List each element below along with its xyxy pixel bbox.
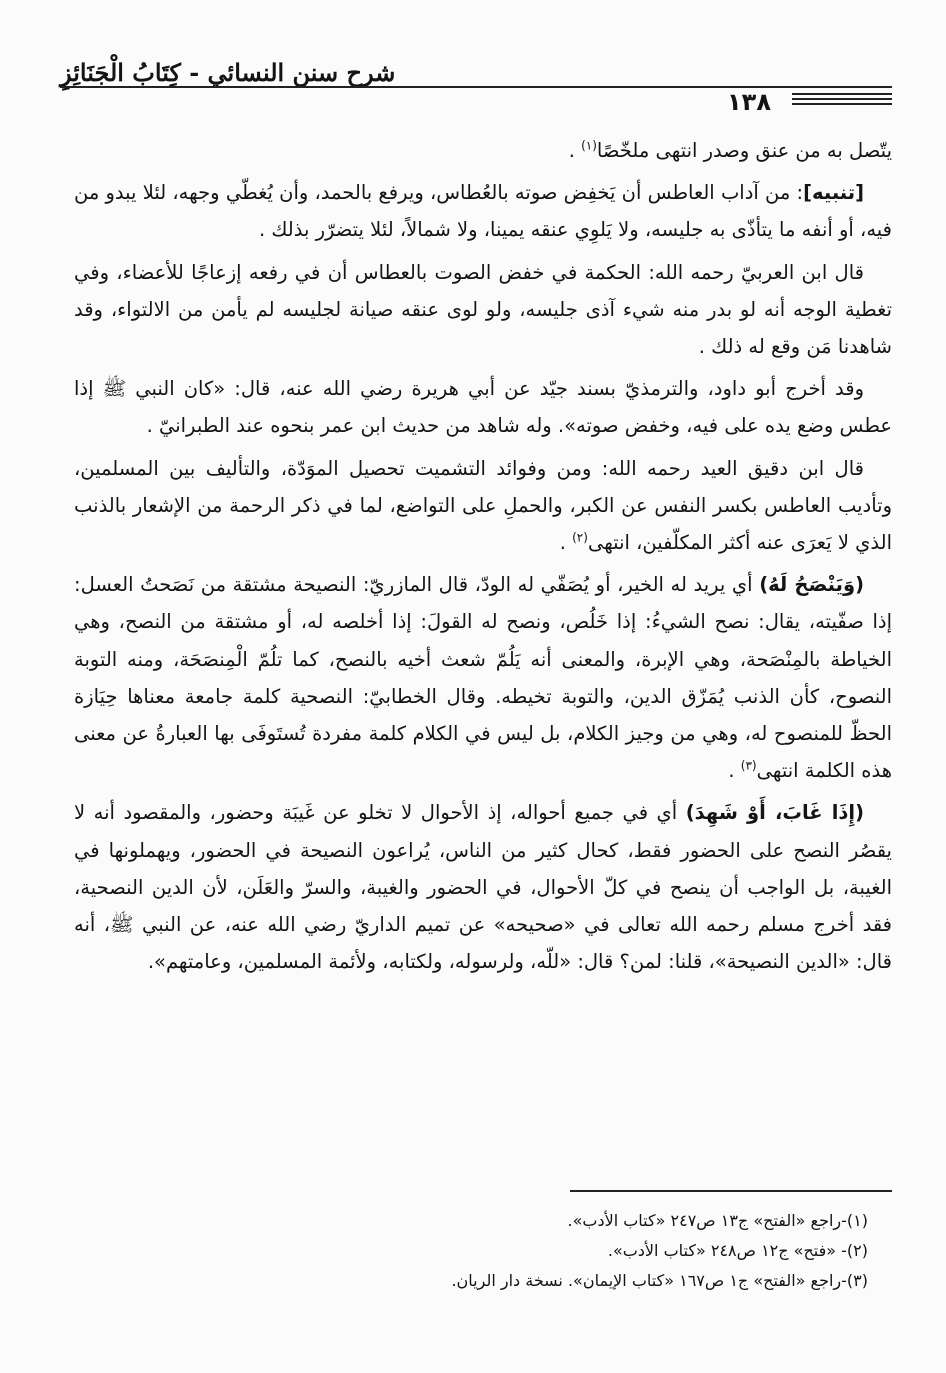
footnote-item: (١)-راجع «الفتح» ج١٣ ص٢٤٧ «كتاب الأدب». [567,1211,868,1230]
footnote-reference: (٢) [572,530,588,545]
paragraph-tail: . [559,531,573,555]
paragraph-text: وقد أخرج أبو داود، والترمذيّ بسند جيّد عن أبي هريرة رضي الله عنه، قال: «كان النبي ﷺ إذا عطس وضع يده على فيه، وخفض صوته». وله شاهد من حديث ابن عمر بنحوه عند الطبرانيّ . [74,377,892,438]
running-header-title: شرح سنن النسائي - كِتَابُ الْجَنَائِزِ [60,58,396,87]
paragraph [74,174,892,248]
paragraph-text: أي في جميع أحواله، إذ الأحوال لا تخلو عن غَيبَة وحضور، والمقصود أنه لا يقصُر النصح على الحضور فقط، كحال كثير من الناس، يُراعون النصيحة في الحضور، ويهملونها في الغيبة، بل الواجب أن ينصح في كلّ الأحوال، في الحضور والغيبة، والسرّ والعَلَن، لأن الدين النصحية، فقد أخرج مسلم رحمه الله تعالى في «صحيحه» عن تميم الداريّ رضي الله عنه، عن النبي ﷺ، أنه قال: «الدين النصيحة»، قلنا: لمن؟ قال: «للّه، ولرسوله، ولكتابه، ولأئمة المسلمين، وعامتهم». [74,801,892,974]
paragraph [74,566,892,789]
page-number: ١٣٨ [727,88,771,116]
page-number-ornament [792,93,892,105]
paragraph-tail: . [568,139,582,162]
paragraph-tail: . [728,759,741,783]
footnotes [200,1206,868,1296]
paragraph-text: قال ابن دقيق العيد رحمه الله: ومن وفوائد التشميت تحصيل الموَدّة، والتأليف بين المسلمين، وتأديب العاطس بكسر النفس عن الكبر، والحملِ على التواضع، لما في ذكر الرحمة من الإشعار بالذنب الذي لا يَعرَى عنه أكثر المكلّفين، انتهى [74,456,892,555]
paragraph-text: : من آداب العاطس أن يَخفِض صوته بالعُطاس، ويرفع بالحمد، وأن يُغطّي وجهه، لئلا يبدو من فيه، أو أنفه ما يتأذّى به جليسه، ولا يَلوِي عنقه يمينا، ولا شمالاً، لئلا يتضرّر بذلك . [74,181,892,242]
ornament-bar [792,103,892,105]
footnote-reference: (٣) [740,758,757,773]
footnote-reference: (١) [581,138,597,153]
paragraph [74,370,892,444]
ornament-bar [792,93,892,95]
footnote-separator [570,1190,892,1192]
paragraph-text: أي يريد له الخير، أو يُصَفّي له الودّ، قال المازريّ: النصيحة مشتقة من نَصَحتُ العسل: إذا صفّيته، يقال: نصح الشيءُ: إذا خَلُص، ونصح له القولَ: إذا أخلصه له، أو مشتقة من النصح، وهي الخياطة بالمِنْصَحة، وهي الإبرة، والمعنى أنه يَلُمّ شعث أخيه بالنصح، كما تلُمّ الْمِنصَحَة، ومنه التوبة النصوح، كأن الذنب يُمَزّق الدين، والتوبة تخيطه. وقال الخطابيّ: النصحية كلمة جامعة معناها حِيَازة الحظّ للمنصوح له، وهي من وجيز الكلام، بل ليس في الكلام كلمة مفردة تُستَوفَى بها العبارةُ عن معنى هذه الكلمة انتهى [74,573,892,783]
paragraph-text: يتّصل به من عنق وصدر انتهى ملخّصًا [596,139,892,162]
paragraph [74,794,892,980]
paragraph [74,132,892,169]
footnote-item: (٣)-راجع «الفتح» ج١ ص١٦٧ «كتاب الإيمان». نسخة دار الريان. [451,1271,868,1290]
paragraph-lead: [تنبيه] [803,181,864,205]
ornament-bar [792,98,892,100]
paragraph [74,450,892,562]
paragraph-lead: (إِذَا غَابَ، أَوْ شَهِدَ) [685,801,864,825]
footnote-item: (٢)- «فتح» ج١٢ ص٢٤٨ «كتاب الأدب». [607,1241,868,1260]
paragraph-lead: (وَيَنْصَحُ لَهُ) [759,573,864,597]
main-text [74,132,892,985]
paragraph-text: قال ابن العربيّ رحمه الله: الحكمة في خفض الصوت بالعطاس أن في رفعه إزعاجًا للأعضاء، وفي تغطية الوجه أنه لو بدر منه شيء آذى جليسه، ولو لوى عنقه صيانة لجليسه لم يأمن من الالتواء، وقد شاهدنا مَن وقع له ذلك . [74,260,892,359]
paragraph [74,254,892,366]
